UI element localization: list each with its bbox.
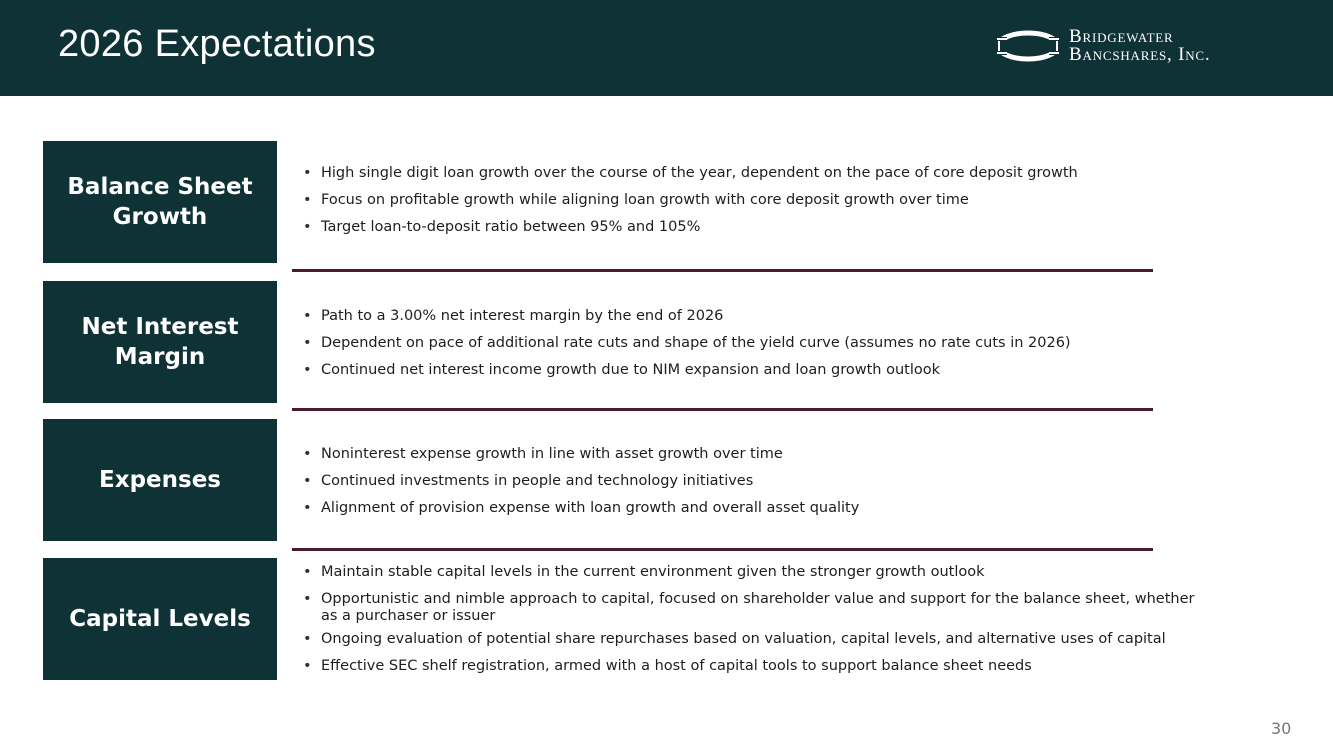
bullet-list xyxy=(301,564,1201,685)
section-label: Net Interest Margin xyxy=(81,314,239,370)
section-label-box xyxy=(43,419,277,541)
section-label: Expenses xyxy=(99,467,221,493)
bullet-item: • Continued net interest income growth due to NIM expansion and loan growth outlook xyxy=(301,362,1201,379)
section-expenses xyxy=(43,419,1203,541)
bullet-item: • Continued investments in people and technology initiatives xyxy=(301,473,1201,490)
bullet-list xyxy=(301,446,1201,527)
bullet-item: • Opportunistic and nimble approach to capital, focused on shareholder value and support for the balance sheet, whether as a purchaser or issuer xyxy=(301,591,1201,625)
bullet-item: • Path to a 3.00% net interest margin by the end of 2026 xyxy=(301,308,1201,325)
bullet-item: • High single digit loan growth over the course of the year, dependent on the pace of core deposit growth xyxy=(301,165,1201,182)
bridgewater-logo-icon xyxy=(993,27,1063,65)
section-label-box xyxy=(43,281,277,403)
bullet-item: • Focus on profitable growth while aligning loan growth with core deposit growth over time xyxy=(301,192,1201,209)
header-bar xyxy=(0,0,1333,96)
section-divider xyxy=(292,548,1153,551)
section-label: Balance Sheet Growth xyxy=(67,174,253,230)
bullet-list xyxy=(301,165,1201,246)
page-title: 2026 Expectations xyxy=(58,23,376,65)
bullet-list xyxy=(301,308,1201,389)
section-balance-sheet-growth xyxy=(43,141,1203,263)
bullet-item: • Maintain stable capital levels in the current environment given the stronger growth outlook xyxy=(301,564,1201,581)
bullet-item: • Target loan-to-deposit ratio between 95% and 105% xyxy=(301,219,1201,236)
logo-text-line2: Bancshares, Inc. xyxy=(1069,44,1211,65)
section-divider xyxy=(292,269,1153,272)
bullet-item: • Noninterest expense growth in line with asset growth over time xyxy=(301,446,1201,463)
section-net-interest-margin xyxy=(43,281,1203,403)
bullet-item: • Effective SEC shelf registration, armed with a host of capital tools to support balance sheet needs xyxy=(301,658,1201,675)
section-label-box xyxy=(43,558,277,680)
section-divider xyxy=(292,408,1153,411)
page-number: 30 xyxy=(1271,719,1292,738)
section-label: Capital Levels xyxy=(69,606,251,632)
section-label-box xyxy=(43,141,277,263)
bullet-item: • Alignment of provision expense with loan growth and overall asset quality xyxy=(301,500,1201,517)
logo-text-line1: Bridgewater xyxy=(1069,26,1174,47)
bullet-item: • Ongoing evaluation of potential share repurchases based on valuation, capital levels, and alternative uses of capital xyxy=(301,631,1201,648)
bullet-item: • Dependent on pace of additional rate cuts and shape of the yield curve (assumes no rate cuts in 2026) xyxy=(301,335,1201,352)
section-capital-levels xyxy=(43,558,1203,680)
company-logo xyxy=(993,24,1273,68)
